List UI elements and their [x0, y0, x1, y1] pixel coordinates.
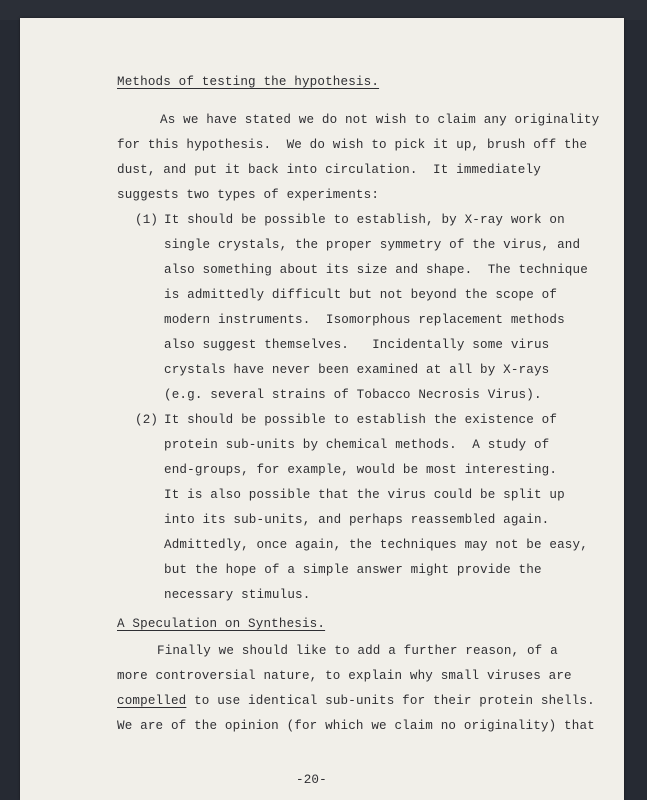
- list-item-line: but the hope of a simple answer might provide the: [164, 563, 542, 577]
- list-item-line: (e.g. several strains of Tobacco Necrosis Virus).: [164, 388, 542, 402]
- paragraph-line: suggests two types of experiments:: [117, 188, 380, 202]
- document-page: [20, 18, 624, 800]
- list-item-line: is admittedly difficult but not beyond the scope of: [164, 288, 558, 302]
- list-number-1: (1): [135, 213, 159, 227]
- paragraph-line: As we have stated we do not wish to claim any originality: [160, 113, 600, 127]
- paragraph-line-rest: to use identical sub-units for their protein shells.: [186, 694, 595, 708]
- list-item-line: It should be possible to establish the existence of: [164, 413, 558, 427]
- list-item-line: also suggest themselves. Incidentally some virus: [164, 338, 550, 352]
- paragraph-line: Finally we should like to add a further reason, of a: [157, 644, 558, 658]
- paragraph-line: [117, 693, 595, 709]
- list-item-line: It is also possible that the virus could be split up: [164, 488, 565, 502]
- paragraph-line: dust, and put it back into circulation. It immediately: [117, 163, 541, 177]
- emphasized-word: compelled: [117, 694, 187, 708]
- list-item-line: protein sub-units by chemical methods. A study of: [164, 438, 550, 452]
- typed-text-block: [20, 18, 624, 800]
- page-number: -20-: [296, 773, 327, 787]
- list-item-line: end-groups, for example, would be most interesting.: [164, 463, 558, 477]
- paragraph-line: more controversial nature, to explain why small viruses are: [117, 669, 572, 683]
- list-item-line: crystals have never been examined at all by X-rays: [164, 363, 550, 377]
- list-number-2: (2): [135, 413, 159, 427]
- list-item-line: single crystals, the proper symmetry of the virus, and: [164, 238, 581, 252]
- list-item-line: It should be possible to establish, by X-ray work on: [164, 213, 565, 227]
- list-item-line: Admittedly, once again, the techniques may not be easy,: [164, 538, 588, 552]
- heading-methods: Methods of testing the hypothesis.: [117, 75, 380, 89]
- list-item-line: also something about its size and shape. The technique: [164, 263, 588, 277]
- list-item-line: modern instruments. Isomorphous replacement methods: [164, 313, 565, 327]
- paragraph-line: for this hypothesis. We do wish to pick it up, brush off the: [117, 138, 588, 152]
- scan-background: [0, 0, 647, 20]
- list-item-line: into its sub-units, and perhaps reassembled again.: [164, 513, 550, 527]
- paragraph-line: We are of the opinion (for which we claim no originality) that: [117, 719, 595, 733]
- list-item-line: necessary stimulus.: [164, 588, 311, 602]
- heading-speculation: A Speculation on Synthesis.: [117, 617, 326, 631]
